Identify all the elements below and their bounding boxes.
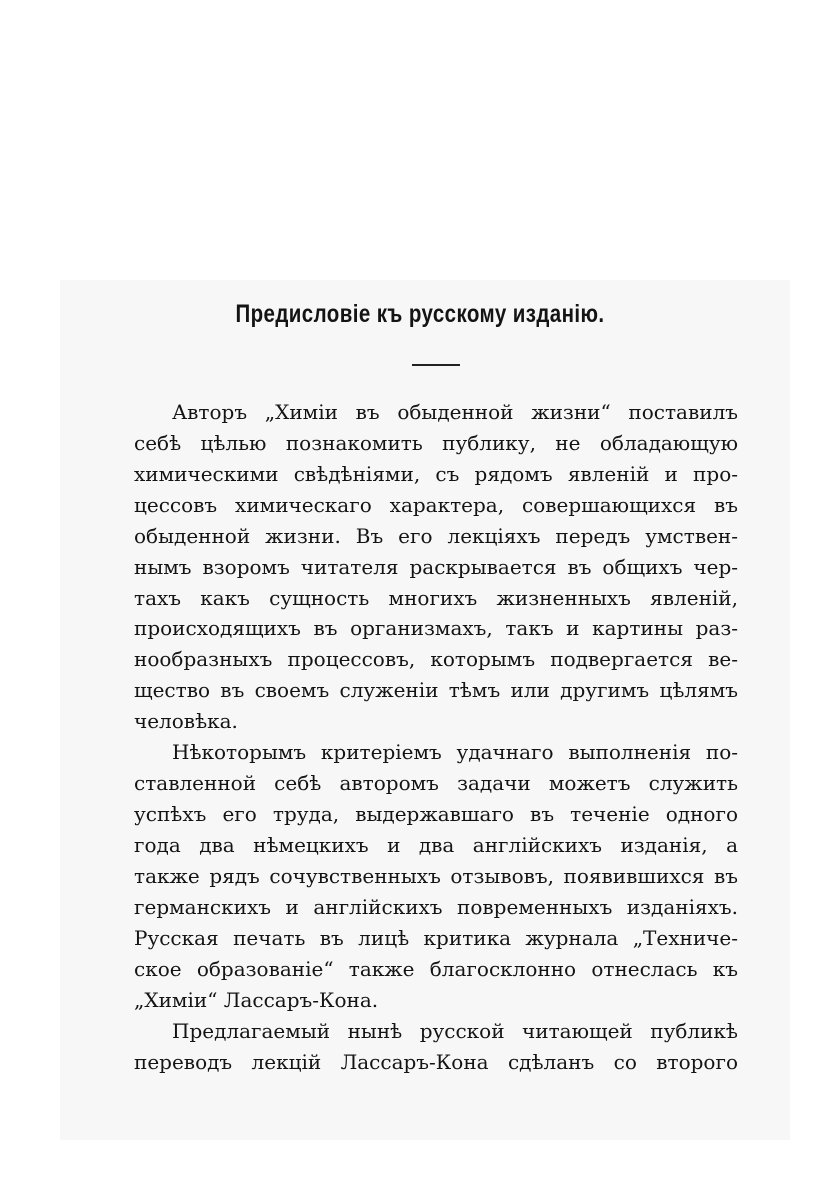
text-line: нообразныхъ процессовъ, которымъ подвергается ве-	[134, 647, 738, 671]
text-line: человѣка.	[134, 709, 238, 733]
page-title: Предисловіе къ русскому изданію.	[235, 300, 605, 328]
text-line: щество въ своемъ служеніи тѣмъ или другимъ цѣлямъ	[134, 678, 738, 702]
text-line: „Химіи“ Лассаръ-Кона.	[134, 988, 379, 1012]
text-line: германскихъ и англійскихъ повременныхъ изданіяхъ.	[134, 895, 738, 919]
text-line: химическими свѣдѣніями, съ рядомъ явленій и про-	[134, 462, 738, 486]
text-line: ставленной себѣ авторомъ задачи можетъ служить	[134, 771, 738, 795]
title-divider	[412, 364, 460, 366]
text-line: Предлагаемый нынѣ русской читающей публикѣ	[172, 1019, 738, 1043]
text-line: Авторъ „Химіи въ обыденной жизни“ поставилъ	[172, 400, 738, 424]
text-line: года два нѣмецкихъ и два англійскихъ изданія, а	[134, 833, 738, 857]
text-line: ское образованіе“ также благосклонно отнеслась къ	[134, 957, 738, 981]
text-line: себѣ цѣлью познакомить публику, не обладающую	[134, 431, 738, 455]
text-line: происходящихъ въ организмахъ, такъ и картины раз-	[134, 616, 738, 640]
text-line: Нѣкоторымъ критеріемъ удачнаго выполненія по-	[172, 740, 738, 764]
text-line: тахъ какъ сущность многихъ жизненныхъ явленій,	[134, 586, 738, 610]
text-line: обыденной жизни. Въ его лекціяхъ передъ умствен-	[134, 524, 738, 548]
text-line: переводъ лекцій Лассаръ-Кона сдѣланъ со второго	[134, 1050, 738, 1074]
text-line: также рядъ сочувственныхъ отзывовъ, появившихся въ	[134, 864, 738, 888]
text-line: успѣхъ его труда, выдержавшаго въ теченіе одного	[134, 802, 738, 826]
text-line: цессовъ химическаго характера, совершающихся въ	[134, 493, 738, 517]
text-line: нымъ взоромъ читателя раскрывается въ общихъ чер-	[134, 555, 738, 579]
text-line: Русская печать въ лицѣ критика журнала „Техниче-	[134, 926, 738, 950]
